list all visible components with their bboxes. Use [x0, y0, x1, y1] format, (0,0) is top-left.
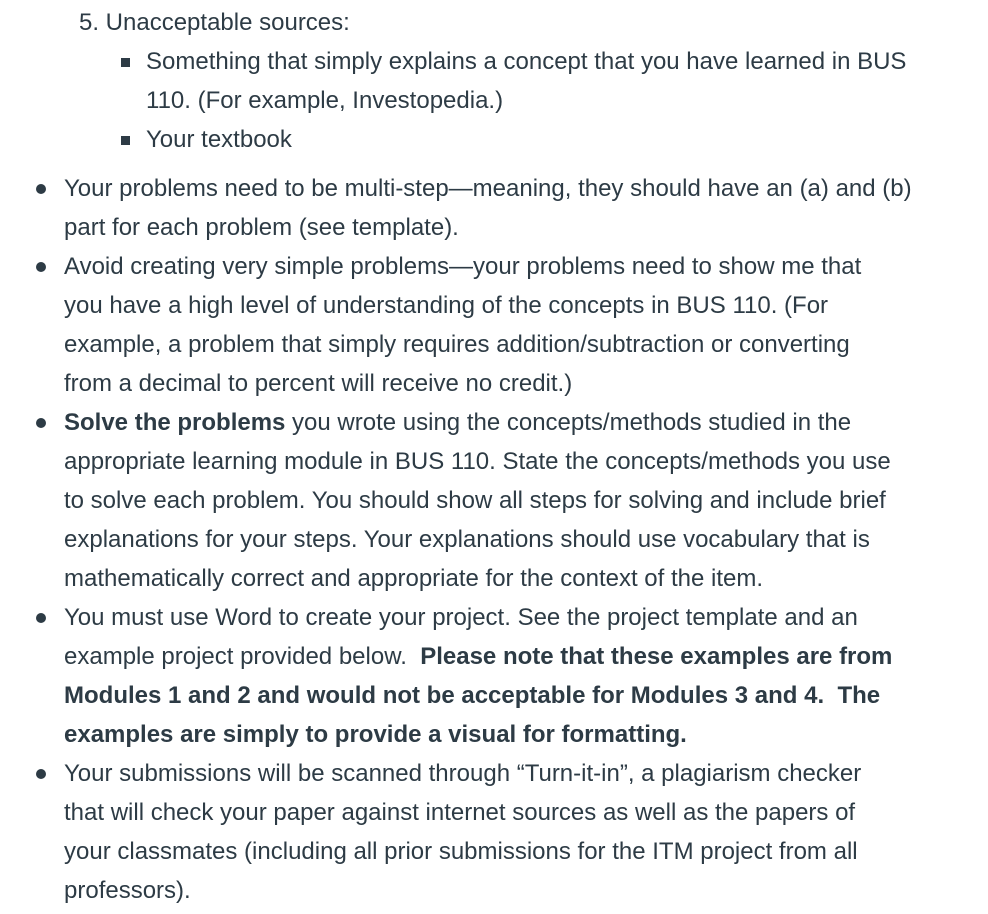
- requirements-list: [0, 169, 964, 910]
- list-item-use-word: You must use Word to create your project. See the project template and an example project provided below. Please note that these examples are from Modules 1 and 2 and would not be acceptable for Modules 3 and 4. The examples are simply to provide a visual for formatting.: [64, 598, 964, 754]
- unacceptable-sources-list: [79, 42, 969, 159]
- unacceptable-sources-heading: 5. Unacceptable sources:: [79, 9, 350, 36]
- list-item: Your textbook: [146, 120, 969, 159]
- list-item-solve-problems: Solve the problems you wrote using the concepts/methods studied in the appropriate learning module in BUS 110. State the concepts/methods you use to solve each problem. You should show all steps for solving and include brief explanations for your steps. Your explanations should use vocabulary that is mathematically correct and appropriate for the context of the item.: [64, 403, 964, 598]
- solve-problems-bold: Solve the problems: [64, 409, 286, 436]
- list-item-turnitin: Your submissions will be scanned through “Turn-it-in”, a plagiarism checker that will check your paper against internet sources as well as the papers of your classmates (including all prior submissions for the ITM project from all professors).: [64, 754, 964, 910]
- list-item: Something that simply explains a concept that you have learned in BUS 110. (For example, Investopedia.): [146, 42, 969, 120]
- list-item-avoid-simple: Avoid creating very simple problems—your problems need to show me that you have a high level of understanding of the concepts in BUS 110. (For example, a problem that simply requires addition/subtraction or converting from a decimal to percent will receive no credit.): [64, 247, 964, 403]
- list-item-multistep: Your problems need to be multi-step—meaning, they should have an (a) and (b) part for each problem (see template).: [64, 169, 964, 247]
- unacceptable-sources-section: [79, 3, 969, 159]
- examples-note-bold: Please note that these examples are from: [420, 643, 893, 670]
